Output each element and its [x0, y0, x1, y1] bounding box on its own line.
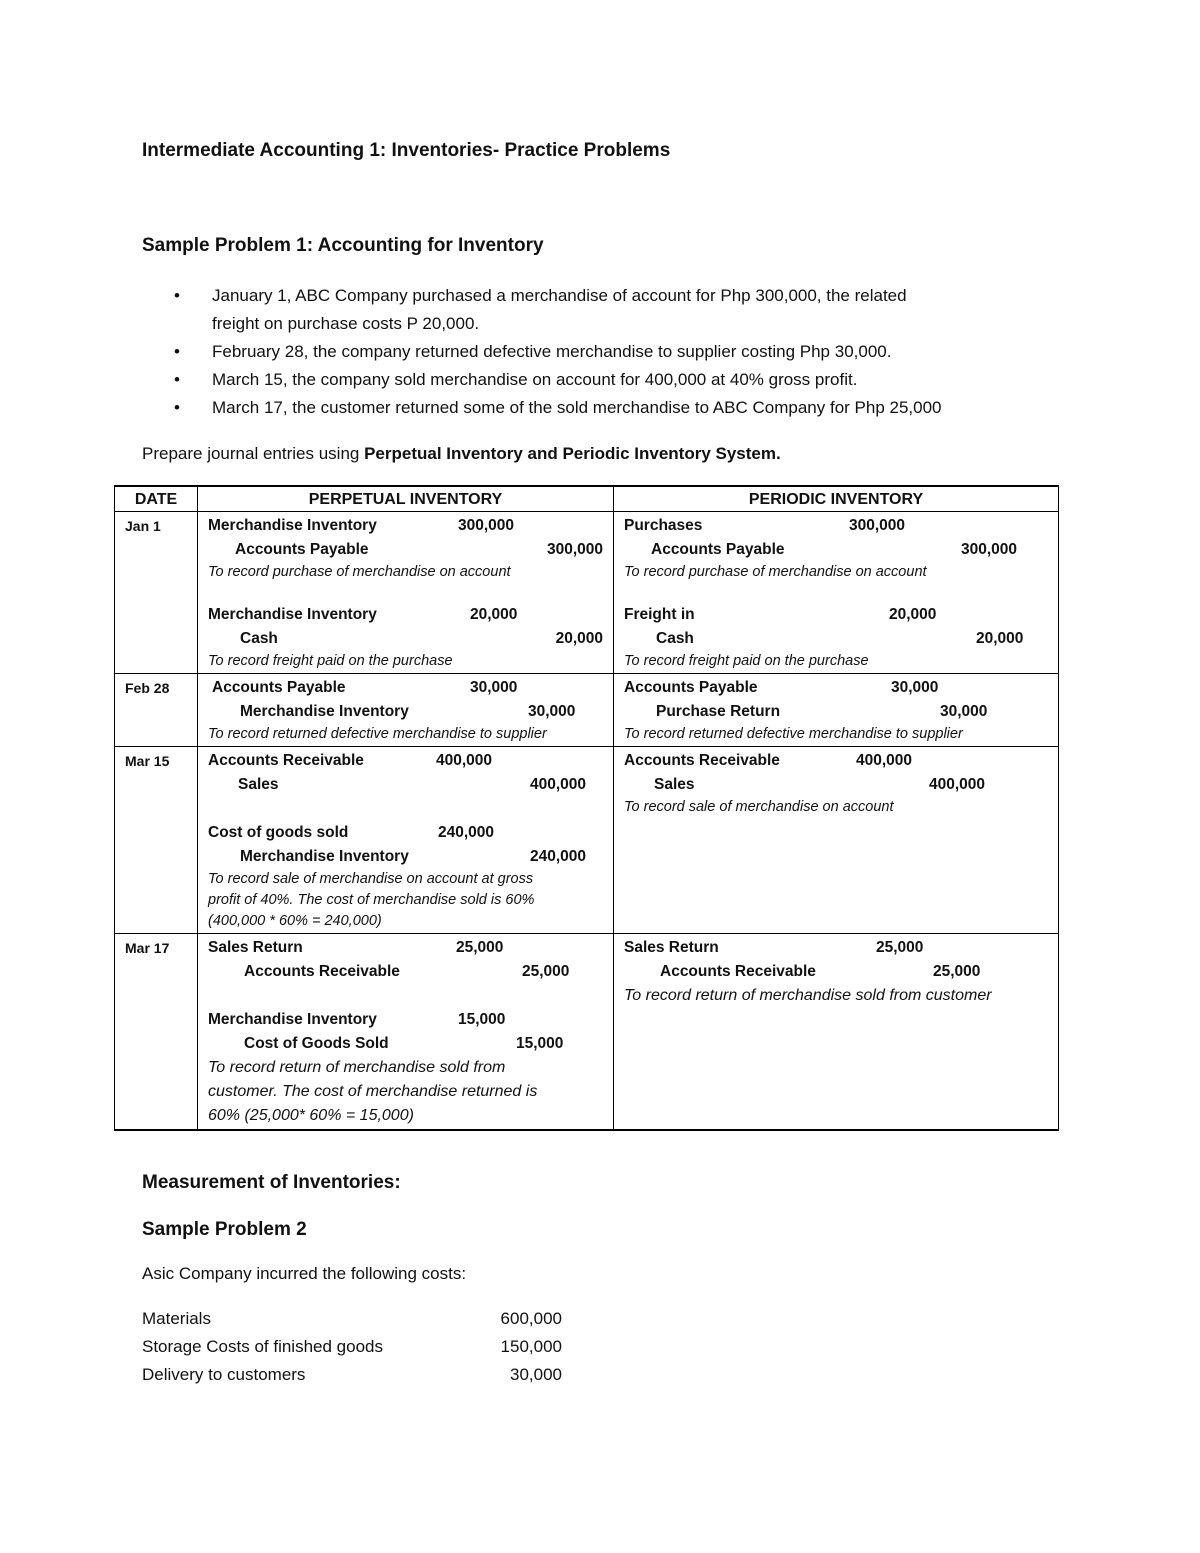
- problem1-heading: Sample Problem 1: Accounting for Inventory: [142, 235, 544, 256]
- list-item: • February 28, the company returned defective merchandise to supplier costing Php 30,000.: [142, 338, 1082, 366]
- column-header-periodic: PERIODIC INVENTORY: [614, 486, 1059, 512]
- journal-entries-table: [114, 485, 1059, 1131]
- periodic-cell: Accounts Receivable 400,000 Sales 400,000 To record sale of merchandise on account: [614, 747, 1059, 934]
- problem1-instruction: Prepare journal entries using Perpetual Inventory and Periodic Inventory System.: [142, 444, 781, 463]
- table-header-row: [115, 486, 1059, 512]
- measurement-heading: Measurement of Inventories:: [142, 1172, 401, 1193]
- perpetual-cell: Sales Return 25,000 Accounts Receivable 25,000 Merchandise Inventory 15,000 Cost of Goods Sold 15,000 To record return of merchandise sold from customer. The cost of merchandise returned is 60% (25,000* 60% = 15,000): [198, 934, 614, 1131]
- costs-list: [142, 1305, 562, 1389]
- date-cell: Jan 1: [115, 512, 198, 674]
- table-row: [115, 674, 1059, 747]
- list-item-continuation: freight on purchase costs P 20,000.: [212, 314, 480, 333]
- problem1-bullet-list: [142, 282, 1082, 422]
- list-item: Storage Costs of finished goods 150,000: [142, 1337, 562, 1356]
- date-cell: Mar 17: [115, 934, 198, 1131]
- date-cell: Mar 15: [115, 747, 198, 934]
- date-cell: Feb 28: [115, 674, 198, 747]
- periodic-cell: Accounts Payable 30,000 Purchase Return 30,000 To record returned defective merchandise to supplier: [614, 674, 1059, 747]
- list-item: • March 15, the company sold merchandise on account for 400,000 at 40% gross profit.: [142, 366, 1082, 394]
- perpetual-cell: Accounts Payable 30,000 Merchandise Inventory 30,000 To record returned defective merchandise to supplier: [198, 674, 614, 747]
- list-item: Delivery to customers 30,000: [142, 1365, 562, 1384]
- document-title: Intermediate Accounting 1: Inventories- Practice Problems: [142, 140, 671, 161]
- periodic-cell: Sales Return 25,000 Accounts Receivable 25,000 To record return of merchandise sold from customer: [614, 934, 1059, 1131]
- periodic-cell: Purchases 300,000 Accounts Payable 300,000 To record purchase of merchandise on account Freight in 20,000 Cash 20,000 To record freight paid on the purchase: [614, 512, 1059, 674]
- bullet-icon: •: [174, 370, 180, 389]
- table-row: [115, 747, 1059, 934]
- perpetual-cell: Accounts Receivable 400,000 Sales 400,000 Cost of goods sold 240,000 Merchandise Inventory 240,000 To record sale of merchandise on account at gross profit of 40%. The cost of merchandise sold is 60% (400,000 * 60% = 240,000): [198, 747, 614, 934]
- problem2-intro: Asic Company incurred the following costs:: [142, 1264, 467, 1283]
- perpetual-cell: Merchandise Inventory 300,000 Accounts Payable 300,000 To record purchase of merchandise on account Merchandise Inventory 20,000 Cash 20,000 To record freight paid on the purchase: [198, 512, 614, 674]
- table-row: [115, 512, 1059, 674]
- table-row: [115, 934, 1059, 1131]
- list-item: • January 1, ABC Company purchased a merchandise of account for Php 300,000, the related: [142, 282, 1082, 310]
- document-page: [142, 140, 1062, 463]
- list-item: Materials 600,000: [142, 1309, 562, 1328]
- list-item: • March 17, the customer returned some of the sold merchandise to ABC Company for Php 25,000: [142, 394, 1082, 422]
- column-header-perpetual: PERPETUAL INVENTORY: [198, 486, 614, 512]
- problem2-heading: Sample Problem 2: [142, 1219, 307, 1240]
- bullet-icon: •: [174, 286, 180, 305]
- bullet-icon: •: [174, 342, 180, 361]
- bullet-icon: •: [174, 398, 180, 417]
- column-header-date: DATE: [115, 486, 198, 512]
